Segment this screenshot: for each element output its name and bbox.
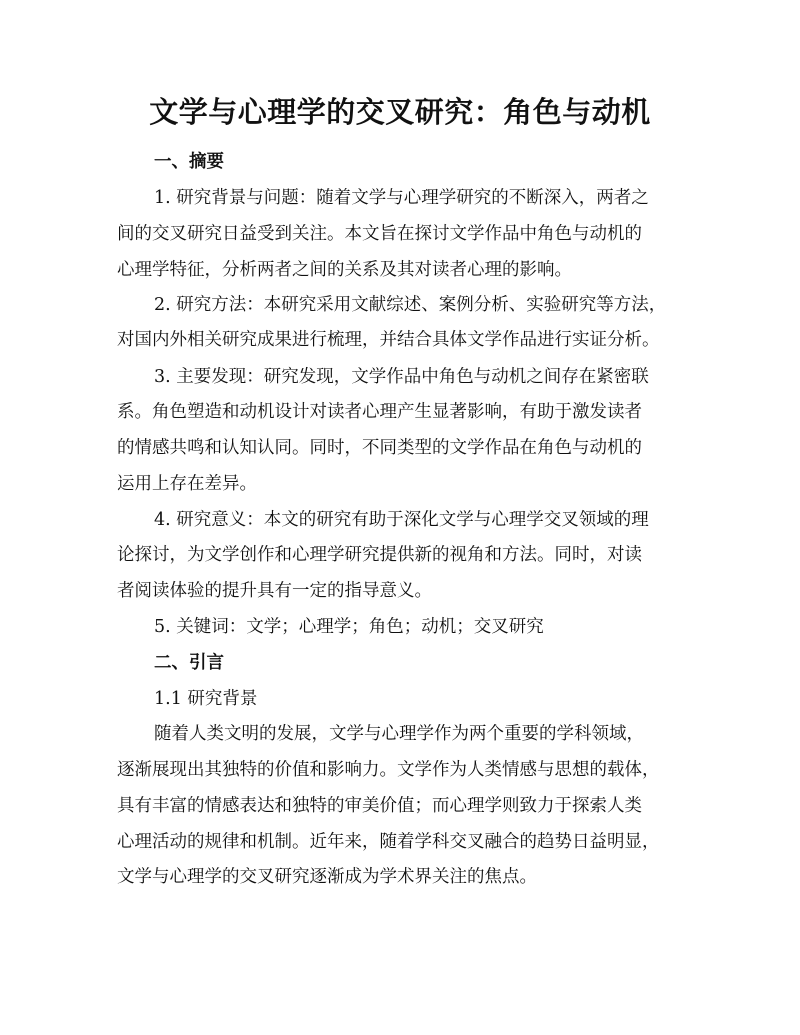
paragraph-line: 心理学特征，分析两者之间的关系及其对读者心理的影响。 (117, 260, 572, 280)
paragraph-line: 对国内外相关研究成果进行梳理，并结合具体文学作品进行实证分析。 (117, 330, 660, 350)
paragraph-line: 随着人类文明的发展，文学与心理学作为两个重要的学科领域， (154, 724, 644, 744)
section-heading-abstract: 一、摘要 (154, 152, 224, 172)
paragraph-line: 逐渐展现出其独特的价值和影响力。文学作为人类情感与思想的载体， (117, 760, 660, 780)
paragraph-line: 者阅读体验的提升具有一定的指导意义。 (117, 581, 432, 601)
paragraph-line: 间的交叉研究日益受到关注。本文旨在探讨文学作品中角色与动机的 (117, 224, 642, 244)
paragraph-line: 4. 研究意义：本文的研究有助于深化文学与心理学交叉领域的理 (154, 510, 649, 530)
paragraph-line: 的情感共鸣和认知认同。同时，不同类型的文学作品在角色与动机的 (117, 438, 642, 458)
paragraph-line: 3. 主要发现：研究发现，文学作品中角色与动机之间存在紧密联 (154, 367, 649, 387)
paragraph-line: 文学与心理学的交叉研究逐渐成为学术界关注的焦点。 (117, 867, 537, 887)
paragraph-line: 1. 研究背景与问题：随着文学与心理学研究的不断深入，两者之 (154, 188, 649, 208)
paragraph-line: 2. 研究方法：本研究采用文献综述、案例分析、实验研究等方法， (154, 295, 667, 315)
section-heading-introduction: 二、引言 (154, 653, 224, 673)
paragraph-line: 系。角色塑造和动机设计对读者心理产生显著影响，有助于激发读者 (117, 402, 642, 422)
subsection-heading-background: 1.1 研究背景 (154, 689, 258, 709)
paragraph-line: 论探讨，为文学创作和心理学研究提供新的视角和方法。同时，对读 (117, 545, 642, 565)
keywords-line: 5. 关键词：文学；心理学；角色；动机；交叉研究 (154, 617, 544, 637)
paragraph-line: 心理活动的规律和机制。近年来，随着学科交叉融合的趋势日益明显， (117, 832, 660, 852)
paragraph-line: 运用上存在差异。 (117, 474, 257, 494)
paragraph-line: 具有丰富的情感表达和独特的审美价值；而心理学则致力于探索人类 (117, 796, 642, 816)
document-title: 文学与心理学的交叉研究：角色与动机 (149, 95, 651, 129)
